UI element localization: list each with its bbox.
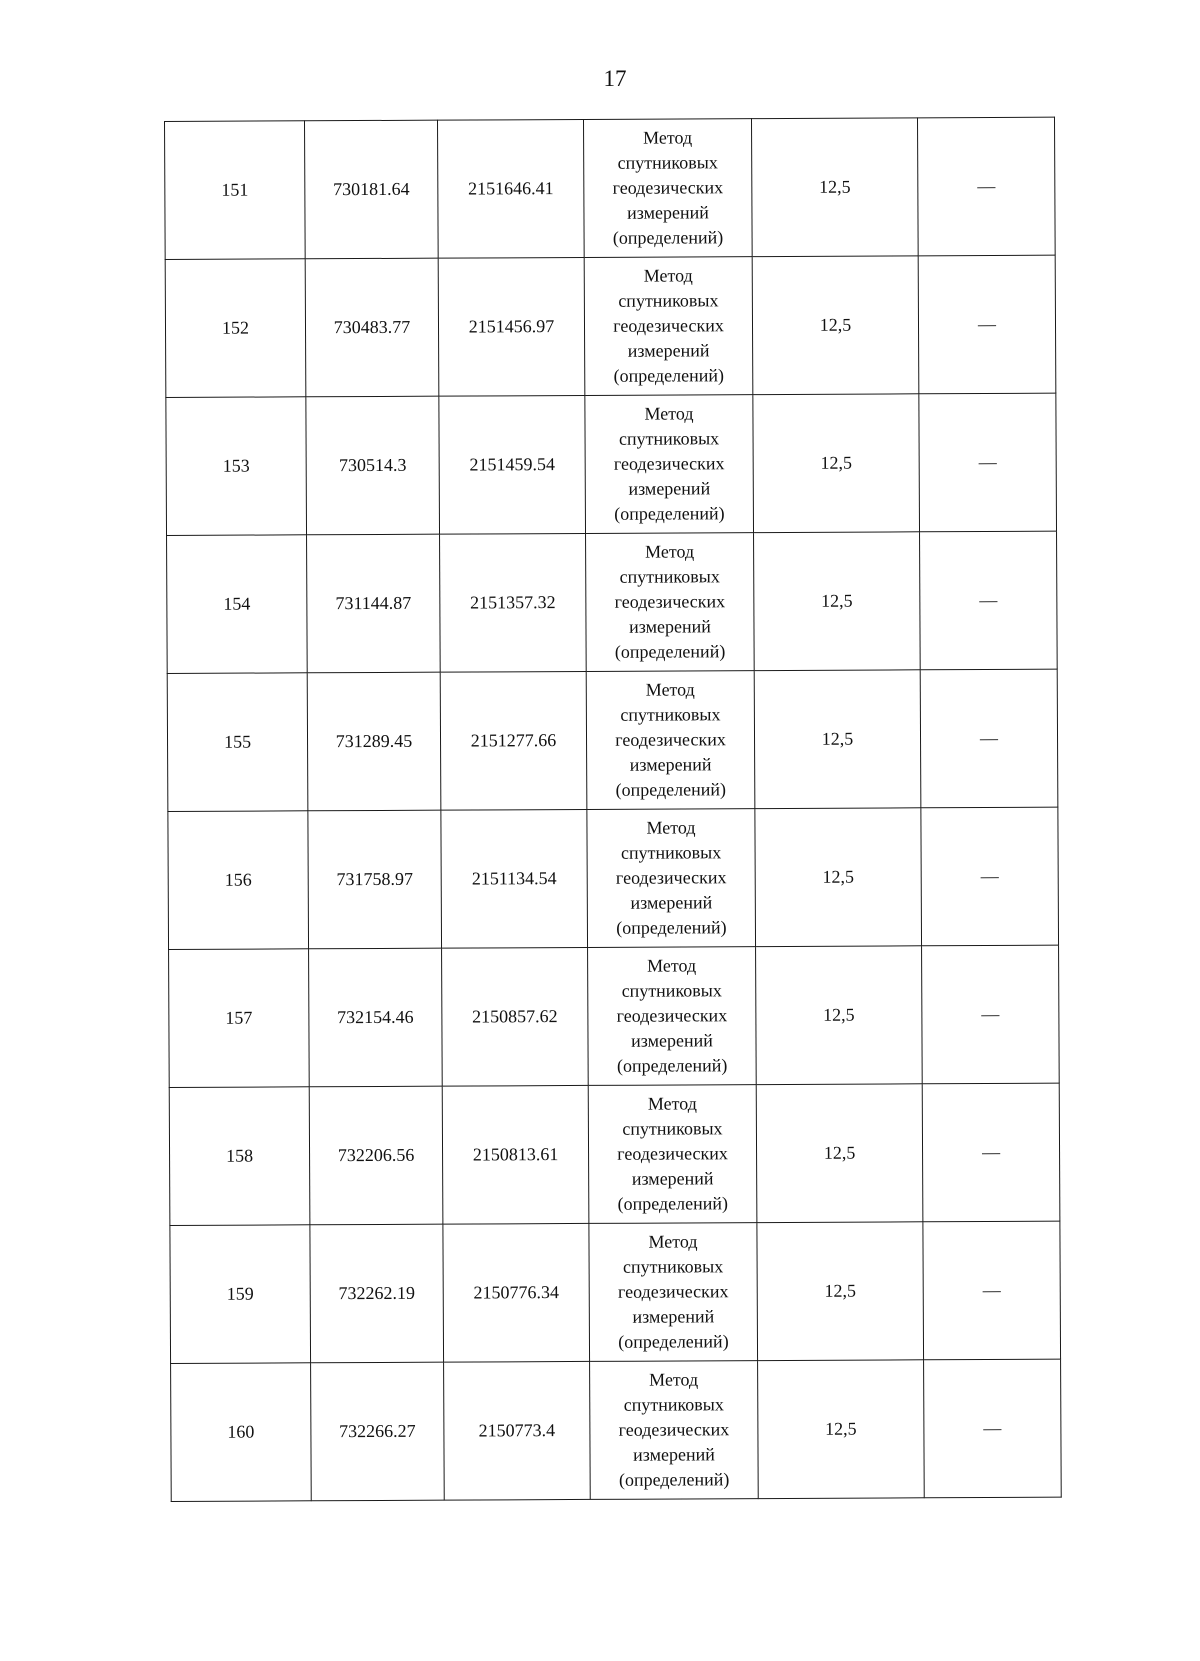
note-cell: —	[917, 117, 1055, 256]
y-coordinate-cell: 2151646.41	[437, 119, 584, 258]
x-coordinate-cell: 730483.77	[305, 258, 439, 397]
y-coordinate-cell: 2150773.4	[444, 1361, 591, 1500]
point-number-cell: 158	[169, 1087, 310, 1226]
note-cell: —	[924, 1359, 1062, 1498]
note-cell: —	[920, 531, 1058, 670]
note-cell: —	[923, 1221, 1061, 1360]
table-row	[168, 807, 1059, 949]
note-cell: —	[920, 669, 1058, 808]
method-cell: Метод спутниковых геодезических измерений (определений)	[586, 671, 755, 810]
table-row	[167, 531, 1058, 673]
y-coordinate-cell: 2151357.32	[440, 533, 587, 672]
table-row	[165, 117, 1056, 259]
method-cell: Метод спутниковых геодезических измерений (определений)	[584, 257, 753, 396]
y-coordinate-cell: 2151134.54	[441, 809, 588, 948]
table-row	[166, 393, 1057, 535]
y-coordinate-cell: 2150813.61	[442, 1085, 589, 1224]
x-coordinate-cell: 732266.27	[311, 1362, 445, 1501]
x-coordinate-cell: 732206.56	[309, 1086, 443, 1225]
table-row	[169, 1083, 1060, 1225]
point-number-cell: 153	[166, 397, 307, 536]
table-row	[165, 255, 1056, 397]
method-cell: Метод спутниковых геодезических измерений (определений)	[588, 947, 757, 1086]
method-cell: Метод спутниковых геодезических измерений (определений)	[585, 395, 754, 534]
note-cell: —	[922, 945, 1060, 1084]
method-cell: Метод спутниковых геодезических измерений (определений)	[588, 1085, 757, 1224]
x-coordinate-cell: 732154.46	[309, 948, 443, 1087]
x-coordinate-cell: 732262.19	[310, 1224, 444, 1363]
table-row	[170, 1221, 1061, 1363]
point-number-cell: 151	[165, 121, 306, 260]
x-coordinate-cell: 731289.45	[307, 672, 441, 811]
accuracy-cell: 12,5	[756, 946, 923, 1085]
y-coordinate-cell: 2151456.97	[438, 257, 585, 396]
x-coordinate-cell: 730514.3	[306, 396, 440, 535]
point-number-cell: 160	[171, 1363, 312, 1502]
y-coordinate-cell: 2150776.34	[443, 1223, 590, 1362]
note-cell: —	[922, 1083, 1060, 1222]
accuracy-cell: 12,5	[755, 808, 922, 947]
y-coordinate-cell: 2150857.62	[442, 947, 589, 1086]
page-number: 17	[603, 66, 627, 91]
accuracy-cell: 12,5	[756, 1084, 923, 1223]
accuracy-cell: 12,5	[758, 1360, 925, 1499]
method-cell: Метод спутниковых геодезических измерений (определений)	[587, 809, 756, 948]
accuracy-cell: 12,5	[754, 532, 921, 671]
y-coordinate-cell: 2151459.54	[439, 395, 586, 534]
note-cell: —	[918, 255, 1056, 394]
point-number-cell: 159	[170, 1225, 311, 1364]
note-cell: —	[921, 807, 1059, 946]
method-cell: Метод спутниковых геодезических измерений (определений)	[586, 533, 755, 672]
accuracy-cell: 12,5	[754, 670, 921, 809]
y-coordinate-cell: 2151277.66	[440, 671, 587, 810]
x-coordinate-cell: 731144.87	[307, 534, 441, 673]
coordinates-table	[164, 117, 1062, 1502]
method-cell: Метод спутниковых геодезических измерений (определений)	[589, 1223, 758, 1362]
x-coordinate-cell: 730181.64	[305, 120, 439, 259]
point-number-cell: 154	[167, 535, 308, 674]
table-row	[171, 1359, 1062, 1501]
method-cell: Метод спутниковых геодезических измерений (определений)	[583, 119, 752, 258]
point-number-cell: 157	[169, 949, 310, 1088]
point-number-cell: 156	[168, 811, 309, 950]
point-number-cell: 152	[165, 259, 306, 398]
x-coordinate-cell: 731758.97	[308, 810, 442, 949]
table-row	[169, 945, 1060, 1087]
point-number-cell: 155	[167, 673, 308, 812]
accuracy-cell: 12,5	[752, 256, 919, 395]
accuracy-cell: 12,5	[751, 118, 918, 257]
table-row	[167, 669, 1058, 811]
accuracy-cell: 12,5	[753, 394, 920, 533]
method-cell: Метод спутниковых геодезических измерений (определений)	[590, 1361, 759, 1500]
note-cell: —	[919, 393, 1057, 532]
accuracy-cell: 12,5	[757, 1222, 924, 1361]
